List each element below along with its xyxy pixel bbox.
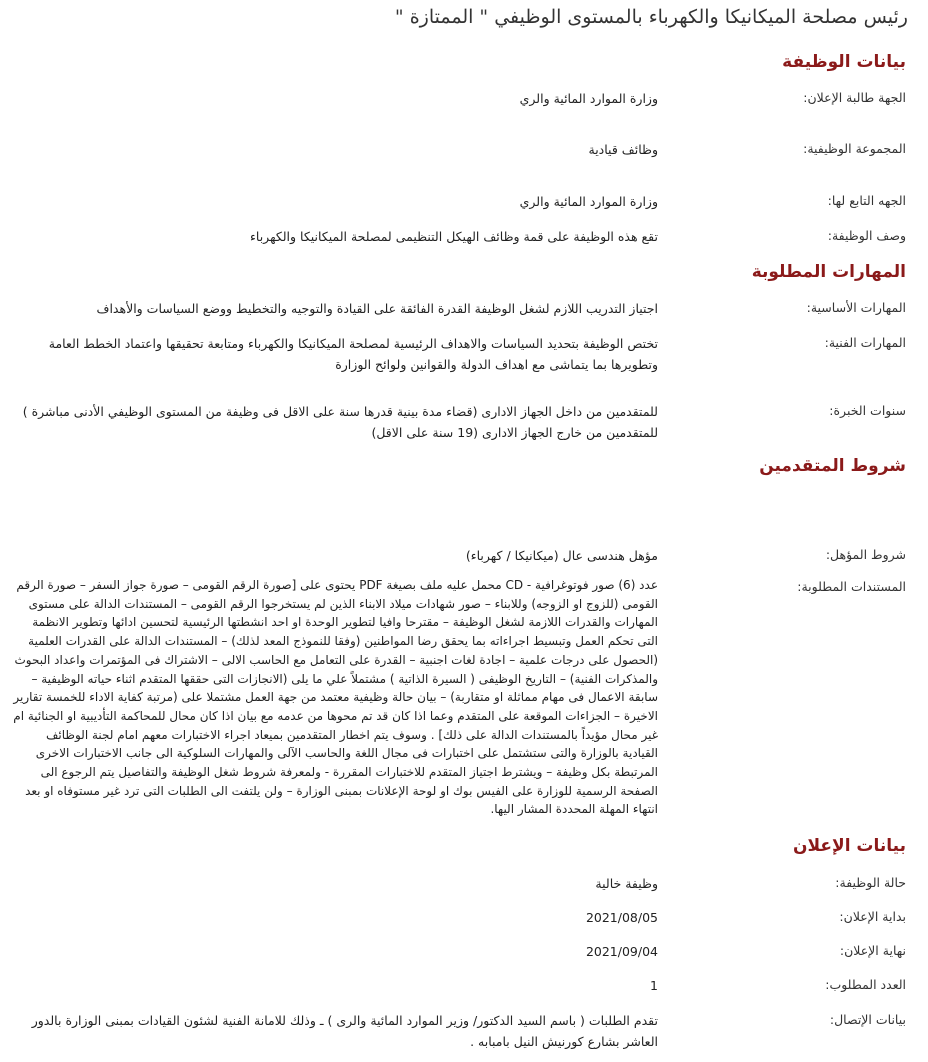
row-value-qualification: مؤهل هندسى عال (ميكانيكا / كهرباء) [465,548,658,563]
row-label-experience-years: سنوات الخبرة: [829,403,906,418]
row-label-qualification: شروط المؤهل: [825,547,906,562]
row-value-requesting-entity: وزارة الموارد المائية والري [519,91,658,106]
section-heading-skills: المهارات المطلوبة [751,262,906,282]
row-label-required-documents: المستندات المطلوبة: [797,579,906,594]
row-value-required-count: 1 [650,978,658,993]
row-value-parent-entity: وزارة الموارد المائية والري [519,194,658,209]
row-value-job-description: تقع هذه الوظيفة على قمة وظائف الهيكل التنظيمى لمصلحة الميكانيكا والكهرباء [250,229,658,244]
row-value-basic-skills: اجتياز التدريب اللازم لشغل الوظيفة القدرة الفائقة على القيادة والتوجيه والتخطيط ووضع السياسات والأهداف [96,301,658,316]
row-value-required-documents: عدد (6) صور فوتوغرافية - CD محمل عليه ملف بصيغة PDF يحتوى على [صورة الرقم القومى – صورة جواز السفر – صورة الرقم القومى (للزوج او الزوجه) وللابناء – صور شهادات ميلاد الابناء الذين لم يستخرجوا الرقم القومى – المستندات الدالة على مستوى المهارات والقدرات اللازمة لشغل الوظيفة – مقترحا وافيا لتطوير الوحدة او احد انشطتها الرئيسية لتحسين ادائها وتطوير الانظمة التى تحكم العمل وتبسيط اجراءاته بما يحقق رضا المواطنين (وفقا للنموذج المعد لذلك) – المستندات الدالة على القدرات العلمية (الحصول على درجات علمية – اجادة لغات اجنبية – القدرة على التعامل مع الحاسب الالى – الاشتراك فى المؤتمرات واعداد البحوث والمذكرات الفنية) – التاريخ الوظيفى ( السيرة الذاتية ) مشتملاً علي ما يلى (الانجازات التى حققها المتقدم اثناء حياته الوظيفية – سابقة الاعمال فى مهام مماثلة او متقاربة) – بيان حالة وظيفية معتمد من جهة العمل مشتملا على (مرتبة كفاية الاداء للخمسة تقارير الاخيرة – الجزاءات الموقعة على المتقدم وعما اذا كان قد تم محوها من عدمه مع بيان اذا كان محال للمحاكمة التأديبية او الجنائية ام غير محال مؤيداً بالمستندات الدالة على ذلك] . وسوف يتم اخطار المتقدمين بميعاد اجراء الاختبارات معهم امام لجنة الوظائف القيادية بالوزارة والتى ستشتمل على اختبارات فى مجال اللغة والحاسب الآلى والمهارات السلوكية الى جانب الاختبارات الاخرى المرتبطة بكل وظيفة – ويشترط اجتياز المتقدم للاختبارات المقررة - ولمعرفة شروط شغل الوظيفة والتفاصيل يتم الرجوع الى الصفحة الرسمية للوزارة على الفيس بوك او لوحة الإعلانات بمبنى الوزارة – ولن يلتفت الى الطلبات التى ترد غير مستوفاه او بعد انتهاء المهلة المحددة المشار اليها. [13,578,658,817]
section-heading-conditions: شروط المتقدمين [759,456,906,476]
row-label-parent-entity: الجهه التابع لها: [827,193,906,208]
row-value-job-group: وظائف قيادية [588,142,658,157]
row-label-ad-end: نهاية الإعلان: [839,943,906,958]
row-label-job-status: حالة الوظيفة: [835,875,906,890]
row-value-technical-skills: تختص الوظيفة بتحديد السياسات والاهداف الرئيسية لمصلحة الميكانيكا والكهرباء ومتابعة تحقيقها واعتماد الخطط العامة وتطويرها بما يتماشى مع اهداف الدولة والقوانين ولوائح الوزارة [48,336,658,372]
row-value-experience-years: للمتقدمين من داخل الجهاز الادارى (قضاء مدة بينية قدرها سنة على الاقل فى وظيفة من المستوى الوظيفي الأدنى مباشرة ) للمتقدمين من خارج الجهاز الادارى (19 سنة على الاقل) [22,404,658,440]
row-label-requesting-entity: الجهة طالبة الإعلان: [803,90,906,105]
row-value-contact-info: تقدم الطلبات ( باسم السيد الدكتور/ وزير الموارد المائية والرى ) ـ وذلك للامانة الفنية لشئون القيادات بمبنى الوزارة بالدور العاشر بشارع كورنيش النيل بامبابه . [31,1013,658,1049]
row-label-required-count: العدد المطلوب: [825,977,906,992]
row-label-basic-skills: المهارات الأساسية: [806,300,906,315]
row-value-job-status: وظيفة خالية [595,876,658,891]
page-title: رئيس مصلحة الميكانيكا والكهرباء بالمستوى الوظيفي " الممتازة " [394,6,908,28]
row-label-technical-skills: المهارات الفنية: [824,335,906,350]
row-label-job-group: المجموعة الوظيفية: [803,141,906,156]
row-value-ad-end: 2021/09/04 [585,944,658,959]
section-heading-ad-info: بيانات الإعلان [793,836,906,856]
section-heading-job-info: بيانات الوظيفة [782,52,906,72]
row-label-contact-info: بيانات الإتصال: [829,1012,906,1027]
row-label-job-description: وصف الوظيفة: [827,228,906,243]
row-label-ad-start: بداية الإعلان: [839,909,906,924]
row-value-ad-start: 2021/08/05 [585,910,658,925]
